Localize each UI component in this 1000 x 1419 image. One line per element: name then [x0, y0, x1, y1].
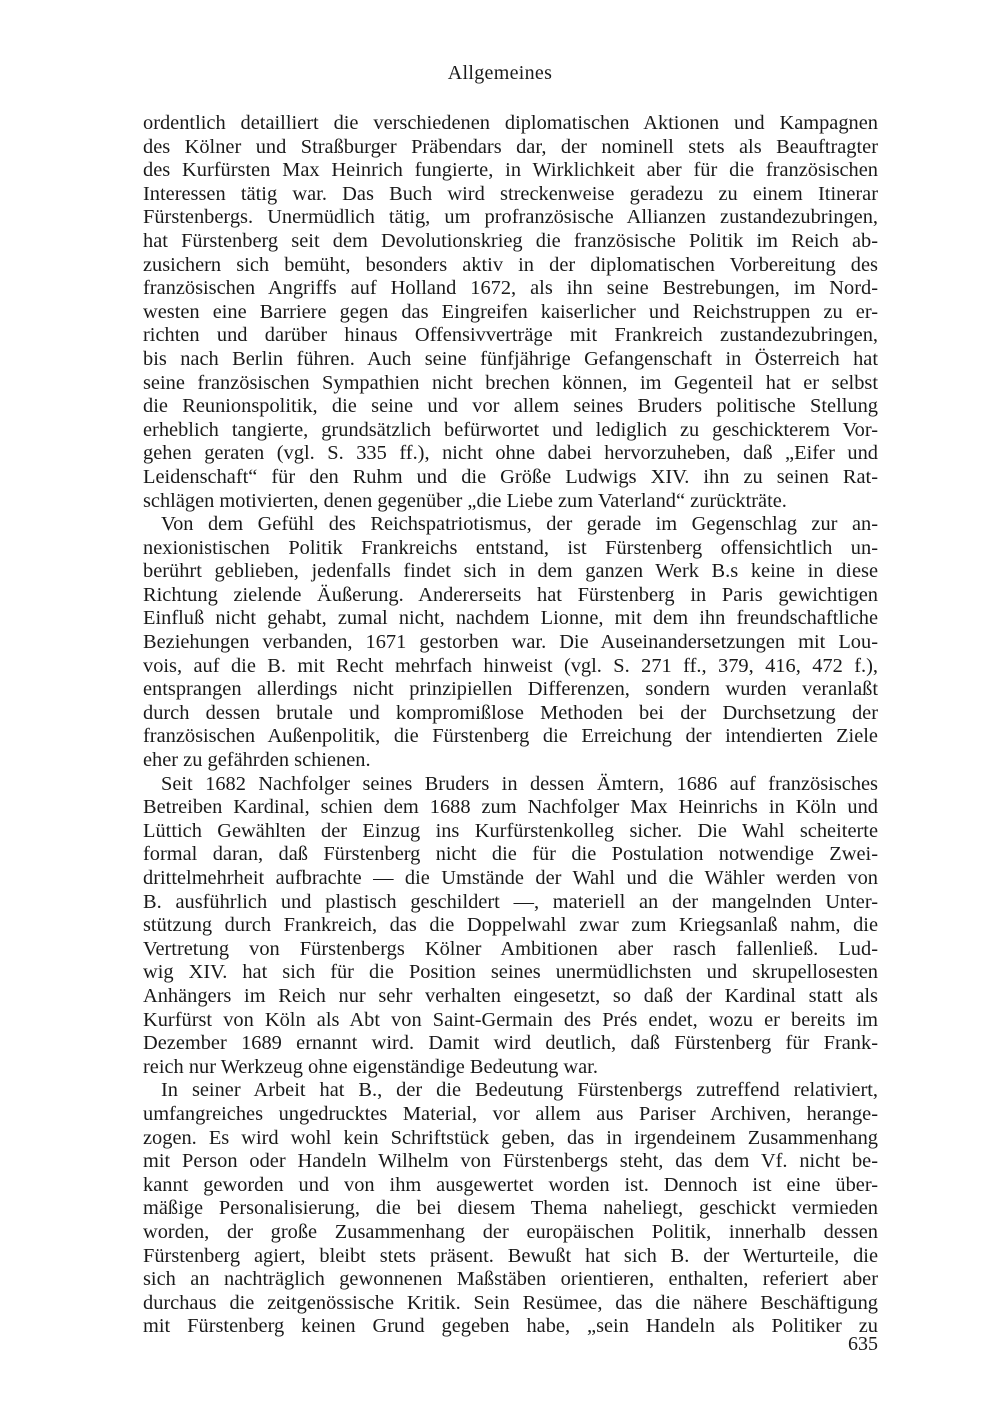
- text-line: gehen geraten (vgl. S. 335 ff.), nicht ohne dabei hervorzuheben, daß „Eifer und: [143, 442, 878, 465]
- text-line: französischen Angriffs auf Holland 1672, als ihn seine Bestrebungen, im Nord-: [143, 277, 878, 300]
- text-line: richten und darüber hinaus Offensivverträge mit Frankreich zustandezubringen,: [143, 324, 878, 347]
- text-line: drittelmehrheit aufbrachte — die Umstände der Wahl und die Wähler werden von: [143, 867, 878, 889]
- text-line: sich an nachträglich gewonnenen Maßstäben orientieren, enthalten, referiert aber: [143, 1268, 878, 1291]
- text-line: Lüttich Gewählten der Einzug ins Kurfürstenkolleg sicher. Die Wahl scheiterte: [143, 819, 878, 842]
- text-line: umfangreiches ungedrucktes Material, vor allem aus Pariser Archiven, herange-: [143, 1102, 878, 1125]
- text-line: eher zu gefährden schienen.: [143, 749, 371, 772]
- text-line: worden, der große Zusammenhang der europäischen Politik, innerhalb dessen: [143, 1220, 878, 1243]
- text-line: Seit 1682 Nachfolger seines Bruders in dessen Ämtern, 1686 auf französisches: [161, 772, 878, 795]
- text-line: französischen Außenpolitik, die Fürstenberg die Erreichung der intendierten Ziele: [143, 725, 878, 748]
- text-line: Fürstenberg agiert, bleibt stets präsent. Bewußt hat sich B. der Werturteile, die: [143, 1244, 878, 1267]
- text-line: reich nur Werkzeug ohne eigenständige Bedeutung war.: [143, 1055, 598, 1078]
- page-number: 635: [848, 1333, 878, 1355]
- text-line: des Kölner und Straßburger Präbendars dar, der nominell stets als Beauftragter: [143, 135, 878, 158]
- text-line: Betreiben Kardinal, schien dem 1688 zum Nachfolger Max Heinrichs in Köln und: [143, 796, 878, 819]
- text-line: Vertretung von Fürstenbergs Kölner Ambitionen aber rasch fallenließ. Lud-: [143, 937, 878, 960]
- text-line: entsprangen allerdings nicht prinzipiellen Differenzen, sondern wurden veranlaßt: [143, 678, 878, 701]
- text-line: wig XIV. hat sich für die Position seines unermüdlichsten und skrupellosesten: [143, 961, 878, 984]
- text-line: berührt geblieben, jedenfalls findet sich in dem ganzen Werk B.s keine in diese: [143, 560, 878, 583]
- text-line: mäßige Personalisierung, die bei diesem Thema naheliegt, geschickt vermieden: [143, 1197, 878, 1220]
- text-line: seine französischen Sympathien nicht brechen können, im Gegenteil hat er selbst: [143, 371, 878, 394]
- text-line: des Kurfürsten Max Heinrich fungierte, in Wirklichkeit aber für die französischen: [143, 159, 878, 182]
- text-line: ordentlich detailliert die verschiedenen diplomatischen Aktionen und Kampagnen: [143, 112, 878, 134]
- text-line: schlägen motivierten, denen gegenüber „die Liebe zum Vaterland“ zurückträte.: [143, 489, 787, 512]
- text-line: erheblich tangierte, grundsätzlich befürwortet und lediglich zu geschickterem Vor-: [143, 418, 878, 441]
- text-line: Leidenschaft“ für den Ruhm und die Größe Ludwigs XIV. ihn zu seinen Rat-: [143, 465, 878, 488]
- text-line: stützung durch Frankreich, das die Doppelwahl zwar zum Kriegsanlaß nahm, die: [143, 914, 878, 937]
- text-line: mit Person oder Handeln Wilhelm von Fürstenbergs steht, das dem Vf. nicht be-: [143, 1150, 878, 1173]
- text-line: hat Fürstenberg seit dem Devolutionskrieg die französische Politik im Reich ab-: [143, 229, 878, 252]
- text-line: Dezember 1689 ernannt wird. Damit wird deutlich, daß Fürstenberg für Frank-: [143, 1032, 878, 1055]
- text-line: mit Fürstenberg keinen Grund gegeben habe, „sein Handeln als Politiker zu: [143, 1315, 878, 1338]
- text-line: Richtung zielende Äußerung. Andererseits hat Fürstenberg in Paris gewichtigen: [143, 583, 878, 606]
- text-line: vois, auf die B. mit Recht mehrfach hinweist (vgl. S. 271 ff., 379, 416, 472 f.),: [143, 654, 878, 677]
- text-line: zusichern sich bemüht, besonders aktiv in der diplomatischen Vorbereitung des: [143, 253, 878, 276]
- text-line: In seiner Arbeit hat B., der die Bedeutung Fürstenbergs zutreffend relativiert,: [161, 1079, 878, 1102]
- body-text: [143, 112, 878, 1339]
- text-line: Anhängers im Reich nur sehr verhalten eingesetzt, so daß der Kardinal statt als: [143, 984, 878, 1007]
- text-line: Fürstenbergs. Unermüdlich tätig, um profranzösische Allianzen zustandezubringen,: [143, 206, 878, 229]
- text-line: westen eine Barriere gegen das Eingreifen kaiserlicher und Reichstruppen zu er-: [143, 300, 878, 323]
- text-line: die Reunionspolitik, die seine und vor allem seines Bruders politische Stellung: [143, 395, 878, 418]
- running-head: Allgemeines: [447, 62, 553, 84]
- text-line: kannt geworden und von ihm ausgewertet worden ist. Dennoch ist eine über-: [143, 1173, 878, 1196]
- text-line: zogen. Es wird wohl kein Schriftstück geben, das in irgendeinem Zusammenhang: [143, 1126, 878, 1149]
- text-line: Beziehungen verbanden, 1671 gestorben war. Die Auseinandersetzungen mit Lou-: [143, 631, 878, 654]
- text-line: B. ausführlich und plastisch geschildert —, materiell an der mangelnden Unter-: [143, 890, 878, 913]
- text-line: durch dessen brutale und kompromißlose Methoden bei der Durchsetzung der: [143, 701, 878, 724]
- text-line: Kurfürst von Köln als Abt von Saint-Germain des Prés endet, wozu er bereits im: [143, 1008, 878, 1031]
- text-line: Interessen tätig war. Das Buch wird streckenweise geradezu zu einem Itinerar: [143, 182, 878, 205]
- text-line: Von dem Gefühl des Reichspatriotismus, der gerade im Gegenschlag zur an-: [161, 513, 878, 536]
- text-line: Einfluß nicht gehabt, zumal nicht, nachdem Lionne, mit dem ihn freundschaftliche: [143, 607, 878, 630]
- text-line: formal daran, daß Fürstenberg nicht die für die Postulation notwendige Zwei-: [143, 843, 878, 866]
- text-line: bis nach Berlin führen. Auch seine fünfjährige Gefangenschaft in Österreich hat: [143, 347, 878, 370]
- text-line: durchaus die zeitgenössische Kritik. Sein Resümee, das die nähere Beschäftigung: [143, 1291, 878, 1314]
- text-line: nexionistischen Politik Frankreichs entstand, ist Fürstenberg offensichtlich un-: [143, 536, 878, 559]
